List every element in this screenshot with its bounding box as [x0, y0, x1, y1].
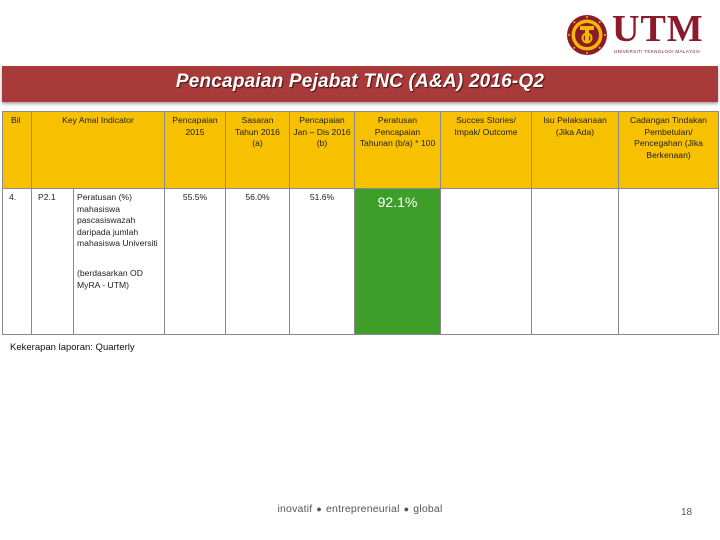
- page-number: 18: [681, 507, 693, 518]
- cell-pencapaian-jan-dis: 51.6%: [290, 189, 355, 335]
- cell-bil: 4.: [3, 189, 32, 335]
- frequency-note: Kekerapan laporan: Quarterly: [10, 342, 135, 353]
- header-key-amal-indicator: Key Amal Indicator: [32, 112, 165, 189]
- tagline-word: global: [413, 503, 443, 515]
- cell-isu: [532, 189, 619, 335]
- table-row: [3, 189, 719, 335]
- logo-subtitle: UNIVERSITI TEKNOLOGI MALAYSIA: [614, 49, 701, 54]
- cell-cadangan: [619, 189, 719, 335]
- header-cadangan: Cadangan Tindakan Pembetulan/ Pencegahan (Jika Berkenaan): [619, 112, 719, 189]
- indicator-text: Peratusan (%) mahasiswa pascasiswazah daripada jumlah mahasiswa Universiti: [77, 192, 158, 249]
- cell-sasaran: 56.0%: [226, 189, 290, 335]
- tagline-word: inovatif: [277, 503, 313, 515]
- utm-logo: [566, 8, 706, 60]
- bullet-icon: ●: [316, 504, 322, 514]
- indicator-note: (berdasarkan OD MyRA - UTM): [77, 267, 143, 290]
- page-title: Pencapaian Pejabat TNC (A&A) 2016-Q2: [175, 71, 545, 92]
- title-bar: [2, 66, 718, 102]
- cell-peratusan: 92.1%: [355, 189, 441, 335]
- table-header-row: [3, 112, 719, 189]
- header-sasaran: Sasaran Tahun 2016 (a): [226, 112, 290, 189]
- header-succes-stories: Succes Stories/ Impak/ Outcome: [441, 112, 532, 189]
- cell-indicator: [74, 189, 165, 335]
- utm-crest-icon: [566, 14, 608, 56]
- header-isu: Isu Pelaksanaan (Jika Ada): [532, 112, 619, 189]
- header-peratusan: Peratusan Pencapaian Tahunan (b/a) * 100: [355, 112, 441, 189]
- footer-tagline: [0, 503, 720, 515]
- cell-code: P2.1: [32, 189, 74, 335]
- logo-wordmark: UTM: [612, 8, 704, 50]
- header-pencapaian-jan-dis: Pencapaian Jan – Dis 2016 (b): [290, 112, 355, 189]
- cell-succes-stories: [441, 189, 532, 335]
- bullet-icon: ●: [403, 504, 410, 514]
- header-bil: Bil: [3, 112, 32, 189]
- header-pencapaian-2015: Pencapaian 2015: [165, 112, 226, 189]
- cell-pencapaian-2015: 55.5%: [165, 189, 226, 335]
- tagline-word: entrepreneurial: [326, 503, 400, 515]
- kpi-table: [2, 111, 719, 335]
